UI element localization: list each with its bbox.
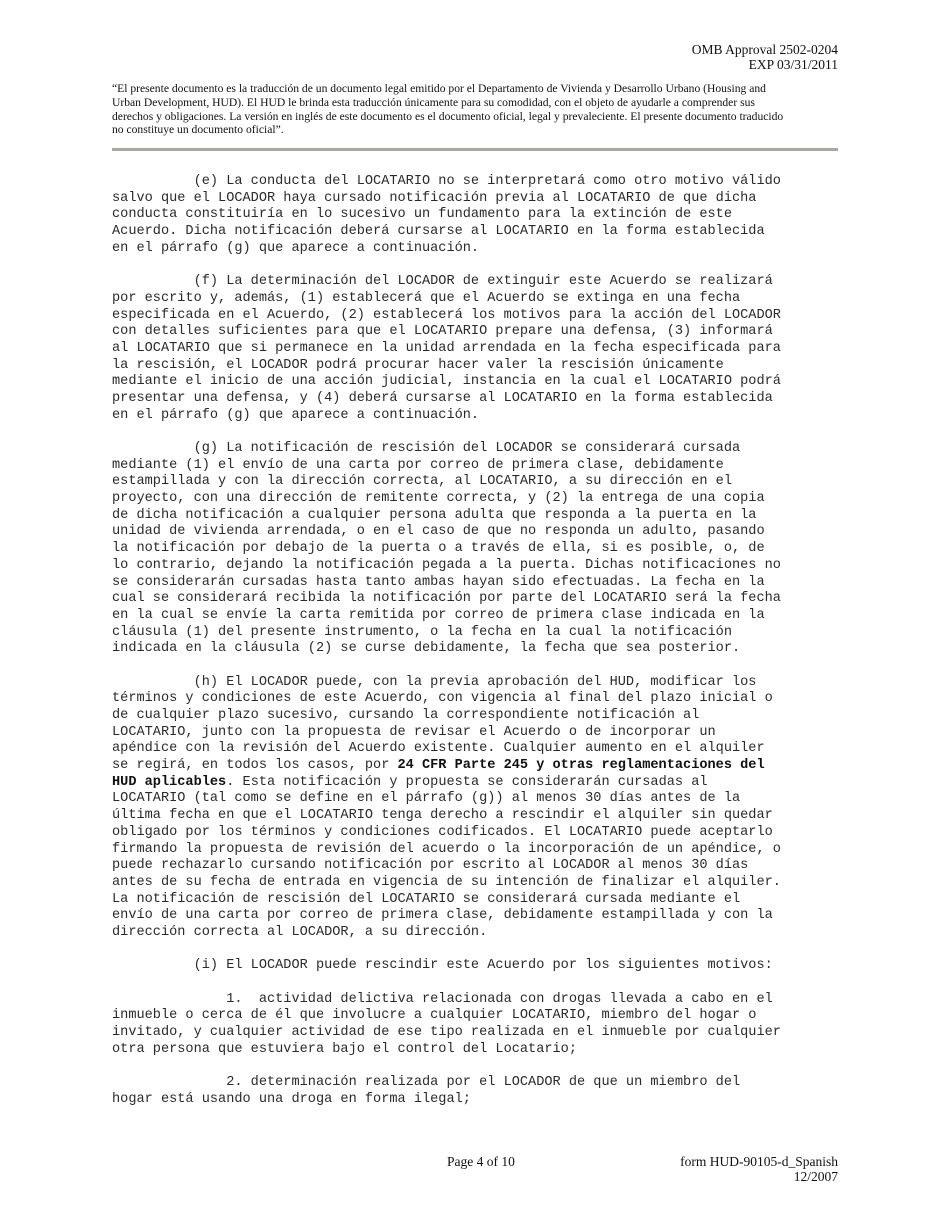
text-line: la notificación por debajo de la puerta o a través de ella, si es posible, o, de: [112, 541, 765, 557]
text-line: firmando la propuesta de revisión del acuerdo o la incorporación de un apéndice, o: [112, 841, 781, 857]
text-line: 1. actividad delictiva relacionada con drogas llevada a cabo en el: [112, 991, 773, 1007]
disclaimer-line: Urban Development, HUD). El HUD le brinda esta traducción únicamente para su comodidad, con el objeto de ayudarle a comprender sus: [112, 95, 755, 109]
paragraph-g: [112, 441, 838, 658]
text-line: (i) El LOCADOR puede rescindir este Acuerdo por los siguientes motivos:: [112, 958, 773, 974]
omb-approval-number: OMB Approval 2502-0204: [691, 42, 838, 57]
text-line: mediante (1) el envío de una carta por correo de primera clase, debidamente: [112, 457, 724, 473]
text-line: en el párrafo (g) que aparece a continuación.: [112, 240, 480, 256]
disclaimer-line: “El presente documento es la traducción de un documento legal emitido por el Departamento de Vivienda y Desarrollo Urbano (Housing and: [112, 82, 766, 95]
text-line: en el párrafo (g) que aparece a continuación.: [112, 407, 480, 423]
text-line: con detalles suficientes para que el LOCATARIO prepare una defensa, (3) informará: [112, 324, 773, 340]
text-span: . Esta notificación y propuesta se considerarán cursadas al: [226, 774, 708, 790]
text-line: se considerarán cursadas hasta tanto ambas hayan sido efectuadas. La fecha en la: [112, 574, 765, 590]
text-line: salvo que el LOCADOR haya cursado notificación previa al LOCATARIO de que dicha: [112, 190, 757, 206]
text-line: otra persona que estuviera bajo el control del Locatario;: [112, 1041, 577, 1057]
text-line: unidad de vivienda arrendada, o en el caso de que no responda un adulto, pasando: [112, 524, 765, 540]
omb-expiration-date: EXP 03/31/2011: [748, 57, 838, 72]
text-line: [112, 775, 838, 792]
text-line: conducta constituiría en lo sucesivo un fundamento para la extinción de este: [112, 207, 732, 223]
text-line: de cualquier plazo sucesivo, cursando la correspondiente notificación al: [112, 708, 700, 723]
text-line: Acuerdo. Dicha notificación deberá cursarse al LOCATARIO en la forma establecida: [112, 224, 765, 240]
paragraph-e: [112, 174, 838, 257]
page-number: Page 4 of 10: [447, 1154, 515, 1169]
text-line: lo contrario, dejando la notificación pegada a la puerta. Dichas notificaciones no: [112, 557, 781, 573]
bold-regulation-reference: HUD aplicables: [112, 774, 227, 790]
text-line: 2. determinación realizada por el LOCADOR de que un miembro del: [112, 1075, 741, 1091]
document-body: [112, 174, 838, 1109]
text-line: estampillada y con la dirección correcta, al LOCATARIO, a su dirección en el: [112, 474, 732, 490]
text-line: cual se considerará recibida la notificación por parte del LOCATARIO será la fecha: [112, 591, 781, 607]
text-line: presentar una defensa, y (4) deberá cursarse al LOCATARIO en la forma establecida: [112, 390, 773, 406]
paragraph-i: [112, 958, 838, 975]
text-line: en la cual se envíe la carta remitida por correo de primera clase indicada en la: [112, 607, 765, 623]
text-line: proyecto, con una dirección de remitente correcta, y (2) la entrega de una copia: [112, 491, 765, 507]
text-line: por escrito y, además, (1) establecerá que el Acuerdo se extinga en una fecha: [112, 290, 741, 306]
paragraph-f: [112, 274, 838, 424]
text-line: especificada en el Acuerdo, (2) establecerá los motivos para la acción del LOCADOR: [112, 307, 781, 323]
text-line: indicada en la cláusula (2) se curse debidamente, la fecha que sea posterior.: [112, 641, 741, 657]
text-line: inmueble o cerca de él que involucre a cualquier LOCATARIO, miembro del hogar o: [112, 1008, 757, 1024]
text-span: se regirá, en todos los casos, por: [112, 758, 398, 774]
disclaimer-line: no constituye un documento oficial”.: [112, 123, 284, 137]
form-number: form HUD-90105-d_Spanish: [680, 1154, 838, 1169]
text-line: (e) La conducta del LOCATARIO no se interpretará como otro motivo válido: [112, 174, 781, 189]
text-line: (g) La notificación de rescisión del LOCADOR se considerará cursada: [112, 441, 741, 456]
text-line: obligado por los términos y condiciones codificados. El LOCATARIO puede aceptarlo: [112, 824, 773, 840]
text-line: antes de su fecha de entrada en vigencia de su intención de finalizar el alquiler.: [112, 874, 781, 890]
text-line: mediante el inicio de una acción judicial, instancia en la cual el LOCATARIO podrá: [112, 374, 781, 390]
disclaimer-line: derechos y obligaciones. La versión en inglés de este documento es el documento oficial, legal y prevaleciente. El presente documento traducido: [112, 109, 784, 123]
text-line: cláusula (1) del presente instrumento, o la fecha en la cual la notificación: [112, 624, 732, 640]
paragraph-h: [112, 675, 838, 942]
text-line: hogar está usando una droga en forma ilegal;: [112, 1091, 471, 1107]
form-identifier: [680, 1154, 838, 1184]
form-date: 12/2007: [793, 1169, 838, 1184]
header-divider: [112, 148, 838, 151]
text-line: dirección correcta al LOCADOR, a su dirección.: [112, 924, 488, 940]
omb-approval-block: [692, 42, 838, 72]
text-line: de dicha notificación a cualquier persona adulta que responda a la puerta en la: [112, 507, 757, 523]
text-line: última fecha en que el LOCATARIO tenga derecho a rescindir el alquiler sin quedar: [112, 808, 773, 824]
text-line: (h) El LOCADOR puede, con la previa aprobación del HUD, modificar los: [112, 674, 757, 690]
text-line: [112, 758, 838, 775]
text-line: LOCATARIO, junto con la propuesta de revisar el Acuerdo o de incorporar un: [112, 724, 716, 740]
text-line: envío de una carta por correo de primera clase, debidamente estampillada y con la: [112, 908, 773, 924]
text-line: LOCATARIO (tal como se define en el párrafo (g)) al menos 30 días antes de la: [112, 791, 741, 807]
list-item-2: [112, 1075, 838, 1108]
text-line: invitado, y cualquier actividad de ese tipo realizada en el inmueble por cualquier: [112, 1025, 781, 1041]
translation-disclaimer: [112, 82, 842, 137]
text-line: puede rechazarlo cursando notificación por escrito al LOCADOR al menos 30 días: [112, 858, 749, 874]
text-line: al LOCATARIO que si permanece en la unidad arrendada en la fecha especificada para: [112, 340, 781, 356]
text-line: (f) La determinación del LOCADOR de extinguir este Acuerdo se realizará: [112, 274, 773, 290]
text-line: apéndice con la revisión del Acuerdo existente. Cualquier aumento en el alquiler: [112, 741, 765, 757]
text-line: la rescisión, el LOCADOR podrá procurar hacer valer la rescisión únicamente: [112, 357, 724, 373]
text-line: términos y condiciones de este Acuerdo, con vigencia al final del plazo inicial o: [112, 691, 773, 707]
text-line: La notificación de rescisión del LOCATARIO se considerará cursada mediante el: [112, 891, 741, 907]
bold-regulation-reference: 24 CFR Parte 245 y otras reglamentaciones del: [397, 758, 765, 774]
list-item-1: [112, 992, 838, 1059]
